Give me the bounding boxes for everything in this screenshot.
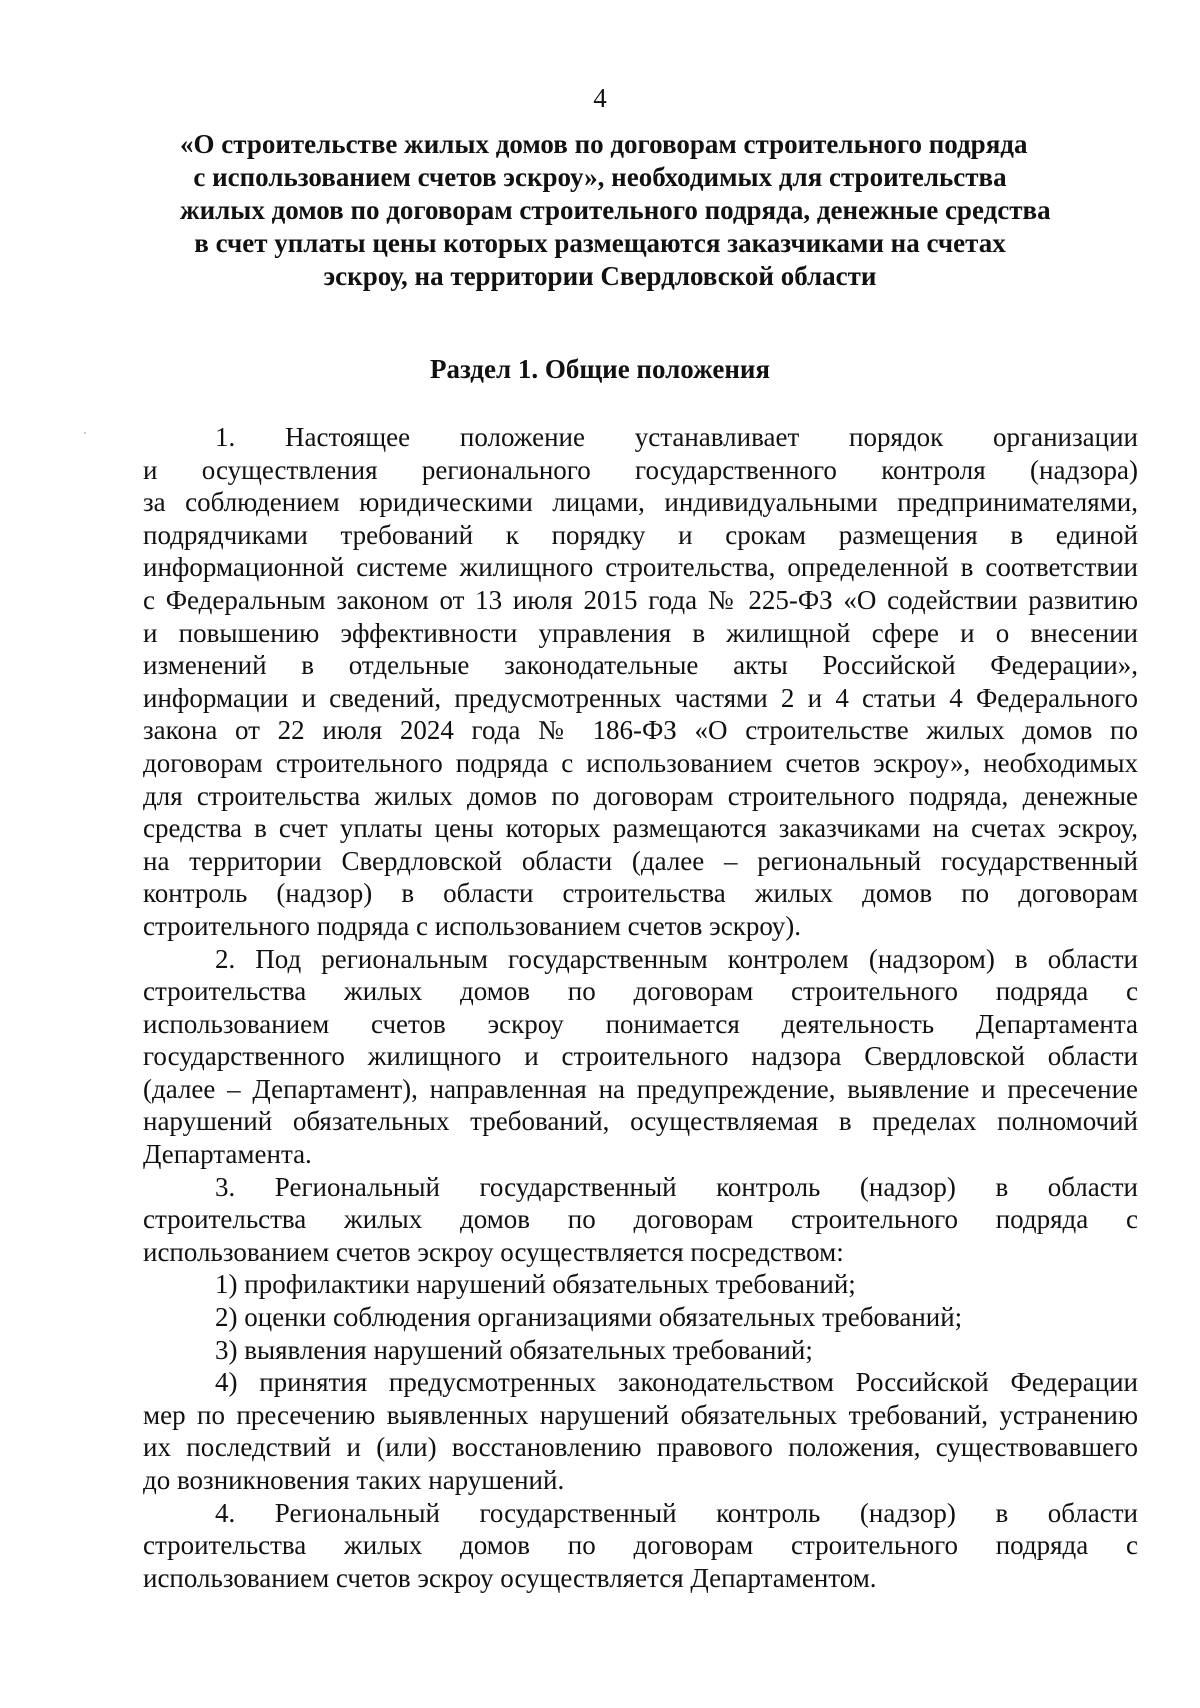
paragraph	[143, 943, 1138, 1171]
section-heading: Раздел 1. Общие положения	[429, 354, 771, 384]
title-line: в счет уплаты цены которых размещаются заказчиками на счетах	[194, 228, 1006, 258]
title-line: эскроу, на территории Свердловской области	[323, 261, 877, 291]
paragraph	[143, 421, 1138, 943]
paragraph-line: изменений в отдельные законодательные акты Российской Федерации»,	[143, 650, 1138, 681]
paragraph-line: с Федеральным законом от 13 июля 2015 года № 225-ФЗ «О содействии развитию	[143, 584, 1138, 615]
paragraph-line: мер по пресечению выявленных нарушений обязательных требований, устранению	[143, 1399, 1138, 1430]
paragraph-line: 4. Региональный государственный контроль (надзор) в области	[215, 1497, 1138, 1528]
paragraph-line: для строительства жилых домов по договорам строительного подряда, денежные	[143, 780, 1138, 811]
paragraph-line: информационной системе жилищного строительства, определенной в соответствии	[143, 552, 1138, 583]
paragraph-line: на территории Свердловской области (далее – региональный государственный	[143, 845, 1138, 876]
paragraph-line: их последствий и (или) восстановлению правового положения, существовавшего	[143, 1432, 1138, 1463]
paragraph-line: (далее – Департамент), направленная на предупреждение, выявление и пресечение	[143, 1073, 1138, 1104]
paragraph-line: строительства жилых домов по договорам строительного подряда с	[143, 1530, 1138, 1561]
paragraph	[143, 1268, 1138, 1301]
paragraph-line: до возникновения таких нарушений.	[143, 1465, 565, 1495]
paragraph-line: договорам строительного подряда с использованием счетов эскроу», необходимых	[143, 747, 1138, 778]
paragraph	[143, 1171, 1138, 1269]
document-body	[143, 421, 1138, 1594]
paragraph-line: строительного подряда с использованием счетов эскроу).	[143, 910, 802, 941]
document-title	[180, 128, 1051, 293]
paragraph-line: Департамента.	[143, 1139, 312, 1170]
paragraph-line: использованием счетов эскроу осуществляется посредством:	[143, 1236, 844, 1267]
scan-dot	[84, 432, 86, 434]
title-line: жилых домов по договорам строительного подряда, денежные средства	[180, 195, 1051, 225]
paragraph-line: контроль (надзор) в области строительства жилых домов по договорам	[143, 878, 1138, 909]
paragraph-line: подрядчиками требований к порядку и срокам размещения в единой	[143, 519, 1138, 550]
paragraph	[143, 1366, 1138, 1496]
paragraph-line: информации и сведений, предусмотренных частями 2 и 4 статьи 4 Федерального	[143, 682, 1138, 713]
paragraph-line: средства в счет уплаты цены которых размещаются заказчиками на счетах эскроу,	[143, 813, 1138, 844]
paragraph-line: 1. Настоящее положение устанавливает порядок организации	[215, 422, 1138, 452]
paragraph-line: строительства жилых домов по договорам строительного подряда с	[143, 1204, 1138, 1235]
paragraph-line: и осуществления регионального государственного контроля (надзора)	[143, 454, 1138, 485]
paragraph-line: 3) выявления нарушений обязательных требований;	[215, 1334, 813, 1365]
paragraph-line: государственного жилищного и строительного надзора Свердловской области	[143, 1041, 1138, 1072]
paragraph-line: и повышению эффективности управления в жилищной сфере и о внесении	[143, 617, 1138, 648]
paragraph-line: 4) принятия предусмотренных законодательством Российской Федерации	[215, 1367, 1138, 1398]
paragraph-line: использованием счетов эскроу понимается деятельность Департамента	[143, 1008, 1138, 1039]
paragraph	[143, 1334, 1138, 1367]
paragraph	[143, 1301, 1138, 1334]
paragraph-line: закона от 22 июля 2024 года № 186-ФЗ «О строительстве жилых домов по	[143, 715, 1138, 746]
paragraph-line: 3. Региональный государственный контроль (надзор) в области	[215, 1171, 1138, 1202]
paragraph	[143, 1497, 1138, 1595]
title-line: с использованием счетов эскроу», необходимых для строительства	[193, 162, 1007, 192]
paragraph-line: 1) профилактики нарушений обязательных требований;	[215, 1269, 856, 1300]
paragraph-line: нарушений обязательных требований, осуществляемая в пределах полномочий	[143, 1106, 1138, 1137]
title-line: «О строительстве жилых домов по договорам строительного подряда	[180, 129, 1028, 159]
paragraph-line: 2) оценки соблюдения организациями обязательных требований;	[215, 1302, 963, 1333]
paragraph-line: за соблюдением юридическими лицами, индивидуальными предпринимателями,	[143, 487, 1138, 518]
page-number: 4	[593, 83, 607, 113]
paragraph-line: использованием счетов эскроу осуществляется Департаментом.	[143, 1562, 877, 1593]
paragraph-line: строительства жилых домов по договорам строительного подряда с	[143, 976, 1138, 1007]
paragraph-line: 2. Под региональным государственным контролем (надзором) в области	[215, 943, 1138, 974]
